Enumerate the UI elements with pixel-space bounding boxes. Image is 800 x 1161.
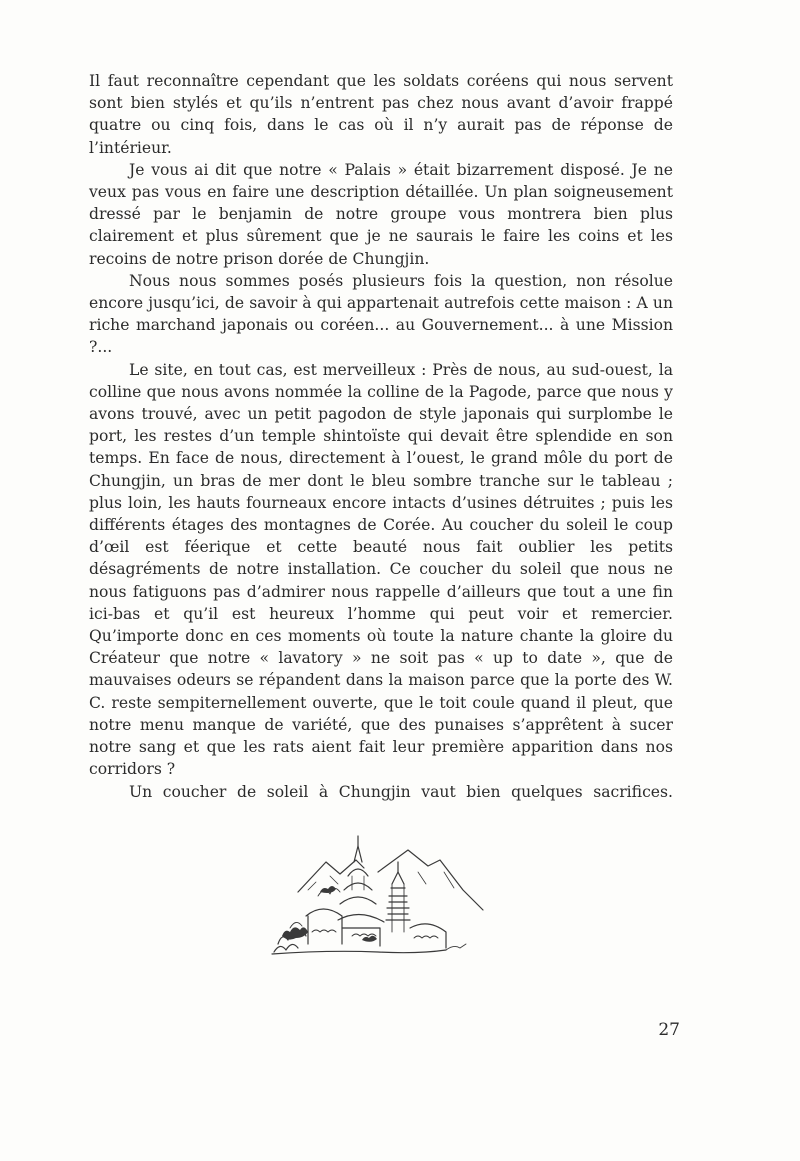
paragraph-2: Je vous ai dit que notre « Palais » était bizarrement disposé. Je ne veux pas vous en faire une description détaillée. Un plan soigneusement dressé par le benjamin de notre groupe vous montrera bien plus clairement et plus sûrement que je ne saurais le faire les coins et les recoins de notre prison dorée de Chungjin. — [89, 160, 673, 268]
body-text — [89, 70, 673, 803]
paragraph-1: Il faut reconnaître cependant que les soldats coréens qui nous servent sont bien stylés et qu’ils n’entrent pas chez nous avant d’avoir frappé quatre ou cinq fois, dans le cas où il n’y aurait pas de réponse de l’intérieur. — [89, 72, 673, 157]
page-number: 27 — [658, 1020, 680, 1040]
paragraph-3: Nous nous sommes posés plusieurs fois la question, non résolue encore jusqu’ici, de savoir à qui appartenait autrefois cette maison : A un riche marchand japonais ou coréen... au Gouvernement... à une Mission ?... — [89, 271, 673, 357]
paragraph-5: Un coucher de soleil à Chungjin vaut bien quelques sacrifices. — [129, 782, 673, 801]
paragraph-4: Le site, en tout cas, est merveilleux : Près de nous, au sud-ouest, la colline que nous avons nommée la colline de la Pagode, parce que nous y avons trouvé, avec un petit pagodon de style japonais qui surplombe le port, les restes d’un temple shintoïste qui devait être splendide en son temps. En face de nous, directement à l’ouest, le grand môle du port de Chungjin, un bras de mer dont le bleu sombre tranche sur le tableau ; plus loin, les hauts fourneaux encore intacts d’usines détruites ; puis les différents étages des montagnes de Corée. Au coucher du soleil le coup d’œil est féerique et cette beauté nous fait oublier les petits désagréments de notre installation. Ce coucher du soleil que nous ne nous fatiguons pas d’admirer nous rappelle d’ailleurs que tout a une fin ici-bas et qu’il est heureux l’homme qui peut voir et remercier. Qu’importe donc en ces moments où toute la nature chante la gloire du Créateur que notre « lavatory » ne soit pas « up to date », que de mauvaises odeurs se répandent dans la maison parce que la porte des W. C. reste sempiternellement ouverte, que le toit coule quand il pleut, que notre menu manque de variété, que des punaises s’apprêtent à sucer notre sang et que les rats aient fait leur première apparition dans nos corridors ? — [89, 360, 673, 779]
pagoda-mountain-sketch-icon — [268, 832, 490, 962]
